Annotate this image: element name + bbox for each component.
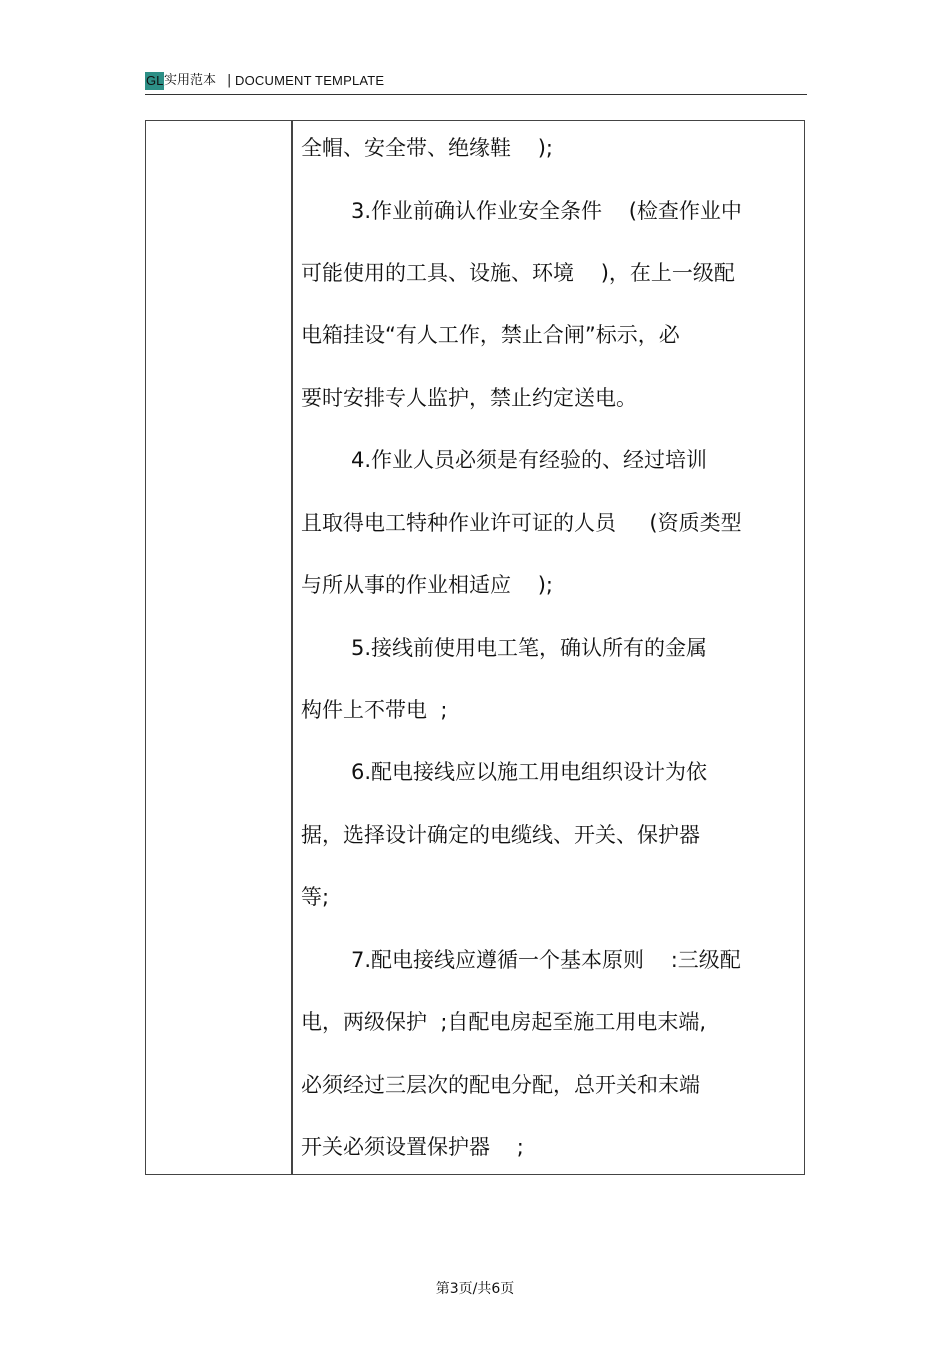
- content-table: [145, 120, 805, 1175]
- text-line: 6.配电接线应以施工用电组织设计为依: [351, 760, 708, 784]
- text-line: 3.作业前确认作业安全条件 (检查作业中: [351, 199, 742, 223]
- page-number: 第3页/共6页: [435, 1281, 515, 1297]
- table-right-cell: [293, 121, 804, 1174]
- text-line: 开关必须设置保护器 ;: [301, 1135, 524, 1159]
- text-line: 要时安排专人监护，禁止约定送电。: [301, 386, 637, 410]
- text-line: 4.作业人员必须是有经验的、经过培训: [351, 448, 708, 472]
- text-line: 5.接线前使用电工笔，确认所有的金属: [351, 636, 708, 660]
- text-line: 电，两级保护 ;自配电房起至施工用电末端,: [301, 1010, 707, 1034]
- page-header: [145, 70, 807, 95]
- text-line: 全帽、安全带、绝缘鞋 );: [301, 136, 553, 160]
- header-subtitle: DOCUMENT TEMPLATE: [235, 73, 385, 88]
- header-separator: |: [227, 73, 232, 88]
- logo-badge: GL: [146, 73, 164, 88]
- text-line: 必须经过三层次的配电分配，总开关和末端: [301, 1073, 700, 1097]
- text-line: 构件上不带电 ;: [301, 698, 448, 722]
- text-line: 电箱挂设“有人工作，禁止合闸”标示，必: [301, 323, 680, 347]
- text-line: 与所从事的作业相适应 );: [301, 573, 553, 597]
- text-line: 7.配电接线应遵循一个基本原则 :三级配: [351, 948, 741, 972]
- text-line: 可能使用的工具、设施、环境 )，在上一级配: [301, 261, 735, 285]
- text-line: 等;: [301, 885, 330, 909]
- table-left-cell: [146, 121, 291, 1174]
- brand-name: 实用范本: [164, 73, 217, 88]
- text-line: 且取得电工特种作业许可证的人员 (资质类型: [301, 511, 742, 535]
- text-line: 据，选择设计确定的电缆线、开关、保护器: [301, 823, 700, 847]
